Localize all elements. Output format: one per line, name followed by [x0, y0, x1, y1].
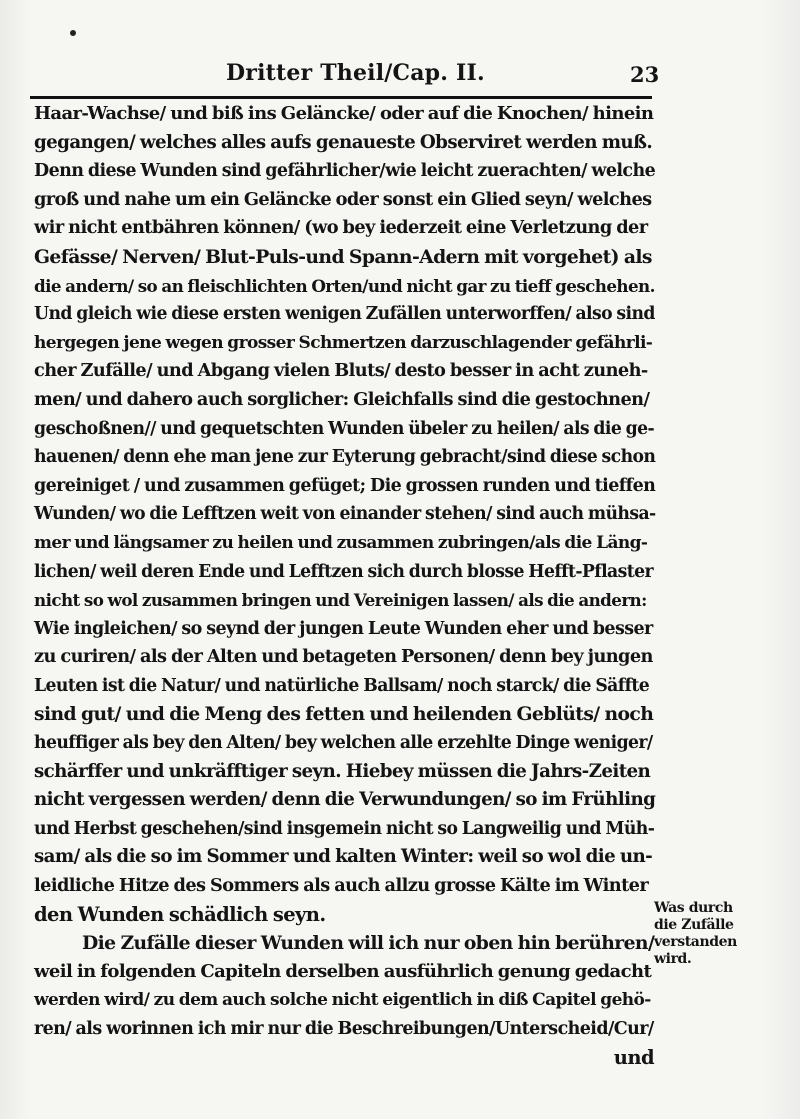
text-line: den Wunden schädlich seyn.	[34, 902, 326, 926]
margin-note-line: Was durch	[654, 900, 733, 916]
margin-note-line: verstanden	[654, 934, 737, 950]
text-line: lichen/ weil deren Ende und Lefftzen sich durch blosse Hefft-Pflaster	[34, 561, 653, 582]
text-line: nicht so wol zusammen bringen und Vereinigen lassen/ als die andern:	[34, 590, 647, 611]
page-number: 23	[630, 62, 660, 87]
text-line: hauenen/ denn ehe man jene zur Eyterung gebracht/sind diese schon	[34, 447, 656, 468]
ink-spot	[70, 30, 76, 36]
text-line: zu curiren/ als der Alten und betageten Personen/ denn bey jungen	[34, 646, 653, 668]
text-line: weil in folgenden Capiteln derselben ausführlich genung gedacht	[34, 960, 652, 982]
text-line: Leuten ist die Natur/ und natürliche Ballsam/ noch starck/ die Säffte	[34, 675, 650, 696]
text-line: leidliche Hitze des Sommers als auch allzu grosse Kälte im Winter	[34, 875, 649, 897]
text-line: Denn diese Wunden sind gefährlicher/wie leicht zuerachten/ welche	[34, 161, 656, 182]
margin-note-line: wird.	[654, 951, 692, 967]
text-line: Wunden/ wo die Lefftzen weit von einander stehen/ sind auch mühsa-	[34, 504, 656, 525]
text-line: wir nicht entbähren können/ (wo bey iederzeit eine Verletzung der	[34, 217, 648, 239]
text-line: sind gut/ und die Meng des fetten und heilenden Geblüts/ noch	[34, 703, 654, 726]
text-line: und Herbst geschehen/sind insgemein nicht so Langweilig und Müh-	[34, 818, 655, 839]
text-line: werden wird/ zu dem auch solche nicht eigentlich in diß Capitel gehö-	[34, 990, 651, 1011]
text-line: Und gleich wie diese ersten wenigen Zufällen unterworffen/ also sind	[34, 304, 655, 325]
header-rule	[30, 96, 652, 99]
text-line: gegangen/ welches alles aufs genaueste Observiret werden muß.	[34, 131, 653, 153]
text-line: cher Zufälle/ und Abgang vielen Bluts/ desto besser in acht zuneh-	[34, 360, 648, 382]
text-line: gereiniget / und zusammen gefüget; Die grossen runden und tieffen	[34, 475, 656, 496]
text-line: geschoßnen// und gequetschten Wunden übeler zu heilen/ als die ge-	[34, 418, 655, 439]
text-line: men/ und dahero auch sorglicher: Gleichfalls sind die gestochnen/	[34, 388, 650, 410]
text-line: heuffiger als bey den Alten/ bey welchen alle erzehlte Dinge weniger/	[34, 733, 653, 754]
text-line: hergegen jene wegen grosser Schmertzen darzuschlagender gefährli-	[34, 332, 653, 353]
running-head: Dritter Theil/Cap. II.	[226, 60, 485, 86]
paragraph-start-line: Die Zufälle dieser Wunden will ich nur oben hin berühren/	[82, 932, 655, 955]
body-text	[34, 100, 656, 1072]
text-line: schärffer und unkräfftiger seyn. Hiebey müssen die Jahrs-Zeiten	[34, 760, 651, 782]
text-line: die andern/ so an fleischlichten Orten/und nicht gar zu tieff geschehen.	[34, 275, 655, 296]
text-line: Wie ingleichen/ so seynd der jungen Leute Wunden eher und besser	[34, 618, 653, 639]
text-line: Gefässe/ Nerven/ Blut-Puls-und Spann-Adern mit vorgehet) als	[34, 245, 652, 268]
text-line: groß und nahe um ein Geläncke oder sonst ein Glied seyn/ welches	[34, 188, 652, 210]
margin-note-line: die Zufälle	[654, 917, 734, 933]
text-line: ren/ als worinnen ich mir nur die Beschreibungen/Unterscheid/Cur/	[34, 1019, 654, 1039]
catchword: und	[613, 1045, 654, 1069]
page-header	[30, 58, 670, 96]
text-line: mer und längsamer zu heilen und zusammen zubringen/als die Läng-	[34, 532, 648, 553]
text-line: nicht vergessen werden/ denn die Verwundungen/ so im Frühling	[34, 789, 656, 811]
text-line: Haar-Wachse/ und biß ins Geläncke/ oder auf die Knochen/ hinein	[34, 103, 654, 124]
margin-note	[654, 900, 744, 968]
text-line: sam/ als die so im Sommer und kalten Winter: weil so wol die un-	[34, 846, 653, 868]
